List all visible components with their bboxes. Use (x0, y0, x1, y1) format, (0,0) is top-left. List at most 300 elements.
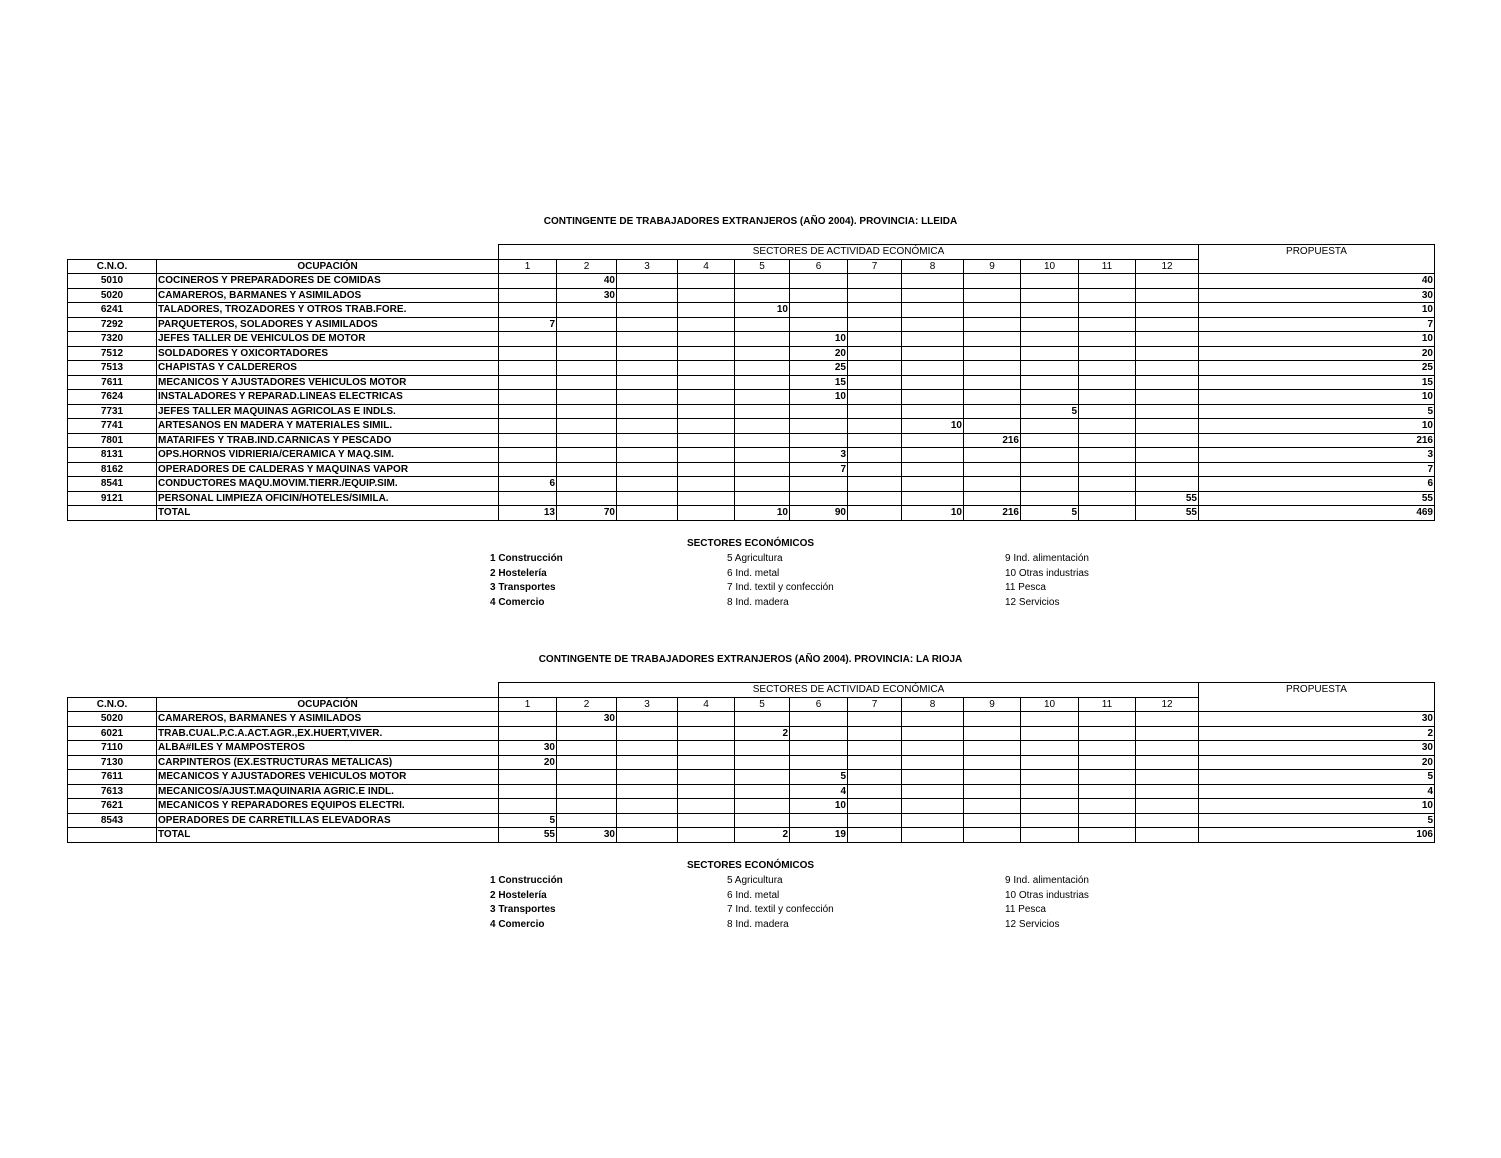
sector-value-cell: 10 (790, 390, 848, 405)
sector-value-cell (1079, 770, 1136, 785)
sector-value-cell (557, 303, 617, 318)
sector-value-cell (1021, 813, 1079, 828)
occupation-cell: OPS.HORNOS VIDRIERIA/CERAMICA Y MAQ.SIM. (157, 448, 499, 463)
sector-value-cell (617, 433, 678, 448)
sector-value-cell (902, 375, 964, 390)
sector-value-cell (964, 712, 1021, 727)
sector-value-cell (902, 448, 964, 463)
total-propuesta-cell: 106 (1199, 828, 1435, 843)
sector-value-cell (964, 799, 1021, 814)
total-value-cell (1079, 506, 1136, 521)
sector-value-cell: 4 (790, 784, 848, 799)
sector-value-cell (848, 813, 902, 828)
sector-value-cell (848, 491, 902, 506)
sector-value-cell (964, 755, 1021, 770)
sector-value-cell (1021, 361, 1079, 376)
sector-value-cell (678, 813, 735, 828)
propuesta-cell: 10 (1199, 303, 1435, 318)
table-row (68, 288, 1435, 303)
sector-value-cell (678, 741, 735, 756)
sector-value-cell (678, 784, 735, 799)
sector-value-cell (964, 332, 1021, 347)
sector-value-cell (902, 317, 964, 332)
propuesta-cell: 40 (1199, 274, 1435, 289)
sector-value-cell (735, 419, 790, 434)
legend-item: 10 Otras industrias (1005, 567, 1089, 579)
sector-column-header: 4 (678, 259, 735, 274)
table-row (68, 303, 1435, 318)
sector-value-cell (964, 448, 1021, 463)
sector-value-cell (617, 274, 678, 289)
cno-cell: 8162 (68, 462, 157, 477)
table-row (68, 317, 1435, 332)
sector-value-cell (735, 712, 790, 727)
occupation-cell: TRAB.CUAL.P.C.A.ACT.AGR.,EX.HUERT,VIVER. (157, 726, 499, 741)
sector-value-cell (964, 477, 1021, 492)
sector-value-cell (1021, 726, 1079, 741)
occupation-cell: CAMAREROS, BARMANES Y ASIMILADOS (157, 288, 499, 303)
sector-column-header: 11 (1079, 259, 1136, 274)
sector-value-cell (848, 404, 902, 419)
sector-value-cell (678, 274, 735, 289)
sector-value-cell (735, 784, 790, 799)
sector-value-cell (902, 712, 964, 727)
sector-value-cell (1136, 346, 1199, 361)
total-label: TOTAL (157, 828, 499, 843)
sector-value-cell: 55 (1136, 491, 1199, 506)
sector-value-cell (848, 462, 902, 477)
table-row (68, 477, 1435, 492)
sector-value-cell (1079, 404, 1136, 419)
propuesta-cell: 5 (1199, 404, 1435, 419)
legend-item: 2 Hostelería (490, 889, 547, 901)
sector-value-cell (617, 390, 678, 405)
sector-column-header: 5 (735, 697, 790, 712)
sector-value-cell (1079, 741, 1136, 756)
sector-value-cell (617, 784, 678, 799)
total-value-cell: 2 (735, 828, 790, 843)
sector-value-cell (902, 784, 964, 799)
sector-value-cell (902, 361, 964, 376)
sector-value-cell (1136, 755, 1199, 770)
sector-value-cell (617, 346, 678, 361)
sector-value-cell (617, 813, 678, 828)
sector-value-cell: 7 (499, 317, 557, 332)
sector-column-header: 8 (902, 697, 964, 712)
sector-value-cell (902, 813, 964, 828)
sector-value-cell (1136, 770, 1199, 785)
sector-value-cell (678, 288, 735, 303)
sector-value-cell (964, 390, 1021, 405)
sector-value-cell (557, 741, 617, 756)
sector-value-cell (848, 361, 902, 376)
propuesta-cell: 2 (1199, 726, 1435, 741)
total-value-cell (964, 828, 1021, 843)
sector-value-cell (617, 770, 678, 785)
sector-value-cell (902, 346, 964, 361)
total-row (68, 828, 1435, 843)
sector-value-cell (964, 317, 1021, 332)
sector-value-cell: 10 (790, 799, 848, 814)
sector-value-cell (617, 332, 678, 347)
sector-value-cell (848, 770, 902, 785)
total-value-cell (902, 828, 964, 843)
sector-value-cell (902, 462, 964, 477)
legend-item: 11 Pesca (1005, 582, 1046, 593)
sector-value-cell (1079, 726, 1136, 741)
sector-value-cell (557, 755, 617, 770)
sector-value-cell (678, 726, 735, 741)
total-value-cell (678, 506, 735, 521)
sector-value-cell (1136, 375, 1199, 390)
contingent-table (67, 244, 1435, 521)
sector-value-cell (617, 799, 678, 814)
sector-value-cell: 40 (557, 274, 617, 289)
sector-value-cell (848, 419, 902, 434)
sector-value-cell (557, 726, 617, 741)
sector-value-cell (735, 274, 790, 289)
sector-value-cell (499, 799, 557, 814)
sector-value-cell (902, 477, 964, 492)
sector-column-header: 9 (964, 259, 1021, 274)
sector-value-cell (790, 433, 848, 448)
sector-column-header: 8 (902, 259, 964, 274)
sector-value-cell (557, 462, 617, 477)
occupation-cell: MATARIFES Y TRAB.IND.CARNICAS Y PESCADO (157, 433, 499, 448)
sector-value-cell (557, 770, 617, 785)
total-propuesta-cell: 469 (1199, 506, 1435, 521)
sector-value-cell (1136, 303, 1199, 318)
table-row (68, 390, 1435, 405)
ocupacion-header: OCUPACIÓN (157, 697, 499, 712)
sector-value-cell (735, 346, 790, 361)
occupation-cell: CHAPISTAS Y CALDEREROS (157, 361, 499, 376)
cno-cell: 7292 (68, 317, 157, 332)
sector-value-cell (848, 375, 902, 390)
sector-value-cell (617, 726, 678, 741)
cno-cell: 7611 (68, 375, 157, 390)
cno-cell: 7110 (68, 741, 157, 756)
sector-column-header: 2 (557, 697, 617, 712)
sector-value-cell (1079, 375, 1136, 390)
sector-value-cell (790, 726, 848, 741)
table-row (68, 799, 1435, 814)
sector-value-cell (735, 741, 790, 756)
sector-column-header: 12 (1136, 259, 1199, 274)
table-row (68, 448, 1435, 463)
sector-value-cell (1021, 303, 1079, 318)
sector-value-cell (617, 419, 678, 434)
total-value-cell (1021, 828, 1079, 843)
sector-column-header: 5 (735, 259, 790, 274)
sector-value-cell (964, 813, 1021, 828)
sector-value-cell (678, 712, 735, 727)
sector-value-cell (848, 433, 902, 448)
sector-value-cell (499, 491, 557, 506)
sector-value-cell (964, 346, 1021, 361)
sector-column-header: 9 (964, 697, 1021, 712)
sector-value-cell (1079, 462, 1136, 477)
sector-value-cell (790, 491, 848, 506)
propuesta-cell: 15 (1199, 375, 1435, 390)
sector-value-cell (499, 361, 557, 376)
sector-value-cell (1021, 770, 1079, 785)
total-label: TOTAL (157, 506, 499, 521)
sector-value-cell (848, 741, 902, 756)
header-row-sectors (68, 245, 1435, 260)
sector-value-cell: 5 (1021, 404, 1079, 419)
total-blank-cell (68, 828, 157, 843)
sector-value-cell (1136, 741, 1199, 756)
total-value-cell (848, 828, 902, 843)
table-row (68, 491, 1435, 506)
sector-value-cell (735, 755, 790, 770)
sector-value-cell (1136, 419, 1199, 434)
sector-value-cell (557, 361, 617, 376)
cno-cell: 8131 (68, 448, 157, 463)
total-value-cell (678, 828, 735, 843)
sector-value-cell (1136, 433, 1199, 448)
sector-value-cell (678, 448, 735, 463)
table-row (68, 755, 1435, 770)
sector-value-cell (1079, 813, 1136, 828)
sector-value-cell (848, 317, 902, 332)
sector-value-cell (1079, 346, 1136, 361)
sector-value-cell (1136, 390, 1199, 405)
total-value-cell: 55 (499, 828, 557, 843)
propuesta-header: PROPUESTA (1199, 245, 1435, 274)
propuesta-cell: 20 (1199, 755, 1435, 770)
propuesta-cell: 10 (1199, 419, 1435, 434)
sector-value-cell: 10 (790, 332, 848, 347)
sector-value-cell (499, 726, 557, 741)
total-value-cell: 30 (557, 828, 617, 843)
sector-value-cell: 2 (735, 726, 790, 741)
sector-value-cell (790, 741, 848, 756)
sector-value-cell (1079, 755, 1136, 770)
sector-value-cell (499, 448, 557, 463)
occupation-cell: COCINEROS Y PREPARADORES DE COMIDAS (157, 274, 499, 289)
total-value-cell (1136, 828, 1199, 843)
sector-value-cell (735, 390, 790, 405)
propuesta-cell: 10 (1199, 390, 1435, 405)
sector-column-header: 3 (617, 697, 678, 712)
sector-value-cell (735, 317, 790, 332)
sector-value-cell (678, 755, 735, 770)
legend-item: 9 Ind. alimentación (1005, 553, 1089, 564)
sector-value-cell (678, 462, 735, 477)
propuesta-cell: 4 (1199, 784, 1435, 799)
total-value-cell: 13 (499, 506, 557, 521)
sector-value-cell (1079, 332, 1136, 347)
sector-column-header: 2 (557, 259, 617, 274)
sector-value-cell (735, 404, 790, 419)
sector-value-cell (557, 346, 617, 361)
sector-value-cell: 10 (735, 303, 790, 318)
sector-value-cell (557, 317, 617, 332)
sector-value-cell (499, 288, 557, 303)
sector-value-cell (1021, 799, 1079, 814)
sector-value-cell (735, 433, 790, 448)
occupation-cell: JEFES TALLER DE VEHICULOS DE MOTOR (157, 332, 499, 347)
sector-value-cell (557, 813, 617, 828)
sector-value-cell (848, 448, 902, 463)
cno-cell: 7801 (68, 433, 157, 448)
sector-value-cell (964, 726, 1021, 741)
propuesta-cell: 10 (1199, 799, 1435, 814)
sector-value-cell (1079, 799, 1136, 814)
section-title: CONTINGENTE DE TRABAJADORES EXTRANJEROS (AÑO 2004). PROVINCIA: LA RIOJA (538, 654, 963, 665)
sector-value-cell (557, 784, 617, 799)
table-row (68, 361, 1435, 376)
total-value-cell: 19 (790, 828, 848, 843)
sector-value-cell (790, 419, 848, 434)
sector-value-cell: 25 (790, 361, 848, 376)
sector-value-cell (964, 288, 1021, 303)
sector-value-cell (902, 332, 964, 347)
sector-value-cell (1079, 433, 1136, 448)
sector-value-cell (499, 390, 557, 405)
total-value-cell: 10 (902, 506, 964, 521)
cno-cell: 7513 (68, 361, 157, 376)
sector-value-cell (902, 274, 964, 289)
legend-item: 11 Pesca (1005, 904, 1046, 915)
sector-value-cell (1021, 462, 1079, 477)
sector-value-cell (617, 755, 678, 770)
sector-column-header: 1 (499, 697, 557, 712)
propuesta-cell: 25 (1199, 361, 1435, 376)
occupation-cell: ALBA#ILES Y MAMPOSTEROS (157, 741, 499, 756)
sector-value-cell (617, 317, 678, 332)
table-row (68, 712, 1435, 727)
cno-cell: 7611 (68, 770, 157, 785)
sector-value-cell: 20 (499, 755, 557, 770)
sector-value-cell (678, 404, 735, 419)
sector-value-cell (848, 332, 902, 347)
sector-value-cell (557, 404, 617, 419)
table-row (68, 274, 1435, 289)
sector-value-cell (790, 477, 848, 492)
sector-value-cell (848, 303, 902, 318)
occupation-cell: JEFES TALLER MAQUINAS AGRICOLAS E INDLS. (157, 404, 499, 419)
sectors-header: SECTORES DE ACTIVIDAD ECONÓMICA (499, 245, 1199, 260)
sector-column-header: 10 (1021, 259, 1079, 274)
legend-item: 1 Construcción (490, 875, 563, 886)
total-value-cell: 55 (1136, 506, 1199, 521)
occupation-cell: ARTESANOS EN MADERA Y MATERIALES SIMIL. (157, 419, 499, 434)
sector-column-header: 12 (1136, 697, 1199, 712)
sector-value-cell (1136, 274, 1199, 289)
sector-value-cell (617, 375, 678, 390)
sector-value-cell (1021, 784, 1079, 799)
sector-value-cell (1021, 712, 1079, 727)
sector-value-cell (1021, 477, 1079, 492)
sector-value-cell (1136, 317, 1199, 332)
sector-value-cell (964, 419, 1021, 434)
sector-value-cell (678, 303, 735, 318)
sector-value-cell (557, 332, 617, 347)
sector-value-cell (964, 404, 1021, 419)
sector-value-cell (678, 346, 735, 361)
sector-value-cell (1079, 491, 1136, 506)
sector-value-cell (1021, 288, 1079, 303)
sector-value-cell: 6 (499, 477, 557, 492)
legend-item: 3 Transportes (490, 904, 556, 915)
cno-cell: 7512 (68, 346, 157, 361)
legend-item: 5 Agricultura (727, 553, 783, 564)
total-value-cell: 5 (1021, 506, 1079, 521)
table-row (68, 462, 1435, 477)
sector-value-cell (735, 813, 790, 828)
sector-value-cell (902, 770, 964, 785)
table-row (68, 784, 1435, 799)
sector-value-cell: 5 (790, 770, 848, 785)
cno-cell: 5020 (68, 712, 157, 727)
sector-value-cell (1079, 288, 1136, 303)
sector-value-cell (790, 813, 848, 828)
sector-value-cell (1136, 784, 1199, 799)
cno-cell: 7320 (68, 332, 157, 347)
legend-item: 12 Servicios (1005, 918, 1060, 930)
sector-value-cell (1021, 433, 1079, 448)
sector-value-cell (848, 755, 902, 770)
sector-value-cell (902, 303, 964, 318)
sector-value-cell (1021, 317, 1079, 332)
sector-value-cell (964, 274, 1021, 289)
sector-value-cell (557, 477, 617, 492)
occupation-cell: MECANICOS/AJUST.MAQUINARIA AGRIC.E INDL. (157, 784, 499, 799)
legend-item: 3 Transportes (490, 582, 556, 593)
total-row (68, 506, 1435, 521)
cno-cell: 7130 (68, 755, 157, 770)
sector-value-cell (1021, 332, 1079, 347)
sector-value-cell (499, 712, 557, 727)
sector-value-cell (848, 477, 902, 492)
sector-value-cell (964, 770, 1021, 785)
legend-item: 9 Ind. alimentación (1005, 875, 1089, 886)
header-row-sectors (68, 683, 1435, 698)
sector-value-cell (1136, 462, 1199, 477)
sector-value-cell (964, 462, 1021, 477)
sector-value-cell (557, 375, 617, 390)
sector-value-cell (790, 317, 848, 332)
occupation-cell: PARQUETEROS, SOLADORES Y ASIMILADOS (157, 317, 499, 332)
cno-cell: 5010 (68, 274, 157, 289)
cno-cell: 7624 (68, 390, 157, 405)
legend-title: SECTORES ECONÓMICOS (686, 860, 815, 871)
sector-value-cell (678, 477, 735, 492)
sector-value-cell (617, 448, 678, 463)
sector-value-cell (678, 390, 735, 405)
cno-cell: 7731 (68, 404, 157, 419)
sector-value-cell (848, 712, 902, 727)
sector-value-cell (678, 361, 735, 376)
sector-value-cell (1079, 712, 1136, 727)
sector-value-cell (617, 462, 678, 477)
table-row (68, 433, 1435, 448)
sector-value-cell (678, 799, 735, 814)
total-blank-cell (68, 506, 157, 521)
section-title: CONTINGENTE DE TRABAJADORES EXTRANJEROS (AÑO 2004). PROVINCIA: LLEIDA (543, 216, 958, 227)
occupation-cell: MECANICOS Y AJUSTADORES VEHICULOS MOTOR (157, 375, 499, 390)
sector-value-cell (1021, 346, 1079, 361)
sector-value-cell (678, 491, 735, 506)
sector-value-cell (964, 784, 1021, 799)
sector-value-cell: 15 (790, 375, 848, 390)
legend-item: 2 Hostelería (490, 567, 547, 579)
sector-value-cell (557, 799, 617, 814)
sector-value-cell (1021, 274, 1079, 289)
